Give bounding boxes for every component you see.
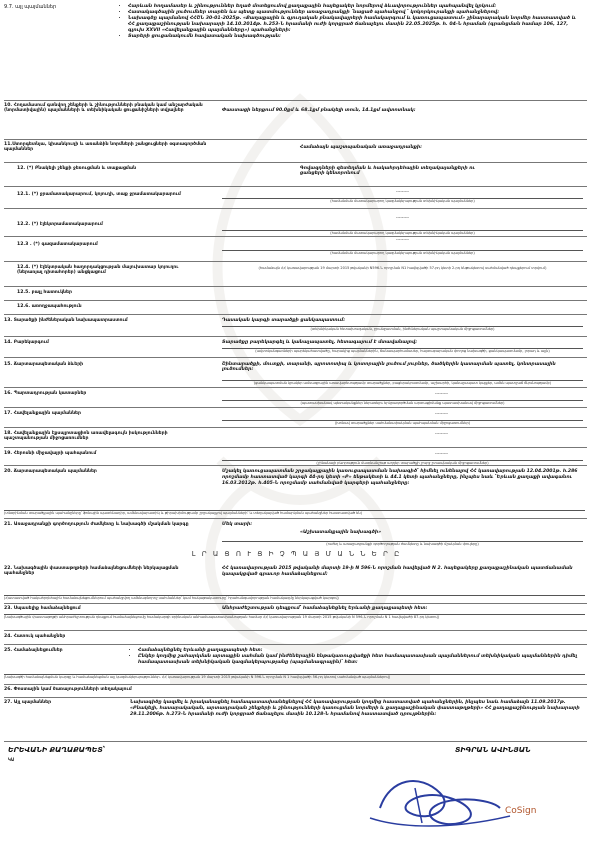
item-9-7-label: 9.7. այլ պայմաններ <box>4 4 57 10</box>
row-value: --------- <box>396 237 409 242</box>
row-note: (համանման մատակարարող կազմակերպության տեխնիկական պայմաններ) <box>222 230 583 235</box>
row-label: 16. Պարտադրության կատարներ <box>4 391 87 396</box>
row-note: (ավտոկանգառների պարեկահատվածը, հարակից պայմաններին, ճանապարհամասեր, հայտաբարական փողոց նախագծի, ցանկապատմամբ, լորադ և այլն) <box>222 348 583 353</box>
row-label: 17. Հավելանքային պայմաններ <box>4 411 81 416</box>
row-label: 10. Հողամասում գտնվող շենքերի և շինությունների բնական կամ անշարժական (նորմատիվային) պայմանների և տեխնիկական ցուցանիշների տվյալներ <box>4 103 203 114</box>
row-value: Շինտարածքի, մուտքի, տարանի, պրոտոտիպ և կոտորային լուծում յուրներ, ծածկերին կատարման պատել, կոնտրասային լուծումներ: <box>222 362 556 373</box>
row-value: Համաձայն պաշտպանական առաջադրանքի: <box>300 145 423 150</box>
footer-mayor-title: ԵՐԵՎԱՆԻ ՔԱՂԱՔԱՊԵՏ՝ <box>8 746 106 754</box>
item-9-7-bullets <box>120 4 579 39</box>
signature-image <box>360 768 520 838</box>
bullet-item: • Ընկեր կողմից շահարկման արտաքին սահման կամ ինժեներային ենթակառուցվածքի հետ համապատասխան պայմաններում տեխնիկական պայմաններին դիմել համապատասխան տեխնիկական կազմակերպությանը (պայմանագրային)՝ հետ: <box>138 654 583 666</box>
bullet-item: • Հարևան հողամասեր և շինություններ եղած մոտեցումով քաղաքային հայեցակեր նորմերով ձևավորություններ պահպանվել կրկում: <box>128 4 579 10</box>
row-value: Մեկ տարի: <box>222 522 253 527</box>
row-note: (նախագծի համաձայնեցման կարգը և համաձայնեցման այլ կազմակերպություններ. ՀՀ կառավարության 19 մարտի 2015 թվականի N 596-Ն որոշման N 1 հավելվածի 56-րդ կետով սահմանված պայմաններով) <box>4 674 585 679</box>
row-label: 12.3 . (*) գազամատակարարում <box>17 242 98 247</box>
row-label: 26. Փոստային կամ ծառայությունների տեղակայում <box>4 687 132 692</box>
row-note: (պատասխանավ պետականքներ ներառելու երկրագործման արտացիմանք պատասխանավ միջոցառումներ) <box>222 400 583 405</box>
row-value: --------- <box>396 189 409 194</box>
row-note: (համանման մատակարարող կազմակերպության տեխնիկական պայմաններ) <box>222 198 583 203</box>
row-note: (նախագծային փաստաթղթի անհրաժեշտության դեպքում համաձայնեցումը համակարգի օրինական անհամապատասխանության համար ՀՀ կառավարության 19 մարտի 2015 թվականի N 596-Ն որոշման N 1 հավելվածի 87-րդ կետով) <box>4 614 585 619</box>
row-note: (Հատատված հակահրդեհային համաձայնեցումներում պահանջվող ամենաբնորոշ սահմաններ՝ կամ հակաթակատուրը՝ հրահանգավորության համակազմը ներկայացված կարգով) <box>4 595 585 600</box>
row-label: 15. Ճարտարապետական ձևերի <box>4 362 84 367</box>
cosign-logo: CoSign <box>505 806 537 816</box>
row-label: 11.Ստորգետնյա, կիսանկուղի և առանձին նորմների շանցուցների օգտագործման պայմաններ <box>4 142 207 153</box>
row-label: 20. Ճարտարապետական պայմաններ <box>4 469 97 474</box>
row-note: (շինանայի բևորություն մատնանշութ աղղեր տարածքի շուրջ շտապնական միջոցառումներ) <box>222 460 583 465</box>
row-value: --------- <box>435 431 448 436</box>
row-value: --------- <box>435 411 448 416</box>
row-label: 13. Տարածքի ինժեներական նախապատրաստում <box>4 318 128 323</box>
row-label: 12. (*) Բնակելի շենքի ջեռուցման և տաքացման <box>17 166 137 171</box>
bullet-item: • Նախագծը պայմանով ՀՀՇՆ 30-01-2025թ. «Քաղաքային և գյուղական բնակավայրերի համակարգում և կառուցապատում» շինարարական նորմեր հաստատված և ՀՀ քաղաքաշինության նախարարի 14.10.2014թ. հ.253-Ն հրամանի ուժի կորցրած ճանաչելու մասին 22.05.2025թ. հ. 04-Ն հրաման (գրանցման համար 106, 127, գլուխ XXVII «Հավելանքային պայմանները») պահանջների: <box>128 16 579 34</box>
row-note: (ուժեղ և առաջադրանքի գործողության ժամկետը և նախագծի մշակման փուլերը) <box>222 541 583 546</box>
row-value: Տարածքը բարեկարգել և կանաչապատել, հետագայում է մտավանալով: <box>222 340 418 345</box>
row-label: 14. Բարեկարգում <box>4 340 49 345</box>
bullet-item: • Տարերի ցուցանակումն հավատական նախագծության: <box>128 34 579 40</box>
row-label: 21. Առաջադրանքի գործողություն ժամկետը և նախագծի մշակման կարգը <box>4 522 189 527</box>
row-label: 22. Նախագծային փաստաթղթերի համաձայնեցումների ներկայացման պահանջներ <box>4 566 179 577</box>
row-value: --------- <box>396 215 409 220</box>
row-label: 12.1. (*) ջրամատակարարում, կոյուղի, տաք ջրամատակարարում <box>17 192 181 197</box>
row-label: 27. Այլ պայմաններ <box>4 700 52 705</box>
row-label: 12.2. (*) էլեկտրամատակարարում <box>17 222 103 227</box>
row-note: (խոնավ տարածքներ սահմանափակման պահպանման միջոցառումներ) <box>222 420 583 425</box>
row-note: (տեխնիկական հետախուզական, ջրանջատման, ինժեներական պաշտպանական միջոցառումներ) <box>222 326 583 331</box>
row-value: Դասական կարգի տարածքի ցանկապատում: <box>222 318 346 323</box>
row-label: 12.6. առողջապահություն <box>17 304 82 309</box>
row-note: (համանման մատակարարող կազմակերպության տեխնիկական պայմաններ) <box>222 250 583 255</box>
row-label: 12.5. բալլ հատուկներ <box>17 290 72 295</box>
row-value: Անհրաժեշտության դեպքում՝ համաձայնեցնել Երևանի քաղաքապետի հետ: <box>222 606 428 611</box>
bullet-item: • Համաձայնեցնել Երևանի քաղաքապետի հետ: <box>138 648 583 654</box>
row-value: (համաձայն ՀՀ կառավարության 19 մարտի 2015 թվականի N596-Ն որոշման N1 հավելվածի 57-րդ կետի 2-րդ ենթակետով սահմանված դեպքերում տրվում) <box>258 266 547 270</box>
row-note: (տնօրինման տարածքային պահանջները՝ ֆոնային պատենադիր, ամենավարատիկ և թիրախիմությամբ շրջակայքով պայմանների՝ և տեղակայված համարկման պահանջներ հաստատված են) <box>4 510 585 515</box>
footer-mayor-name: ՏԻԳՐԱՆ ԱՎԻՆՅԱՆ <box>455 746 531 754</box>
row-label: 23. Սպասելիք համաձայնեցում <box>4 606 81 611</box>
row-value: Մշակել կառուցապատման շրջակայքային կառուցապատման նախագիծ՝ հիմնել ունենալով ՀՀ կառավարության 12.04.2001թ. հ.286 որոշմամբ հաստատված կարգի 44-րդ կետի «Բ» ենթակետի և 44.1 կետի պահանջները, ինչպես նաև ՝Երևան քաղաքի ավագանու 16.03.2012թ. հ.405-Ն որոշմամբ սահմանված կարգերի պահանջները: <box>222 469 578 486</box>
row-label: 25. Համաձայնեցումներ <box>4 648 63 653</box>
row-label: 24. Հատուկ պահանջներ <box>4 634 66 639</box>
row-value: Նախագիծը կազմել և իրականացնել համապատասխանեցնելով ՀՀ կառավարության կողմից հաստատված պահանջներին, ինչպես նաև համաձայն 11.09.2017թ. «Բնակելի, հասարակական, արտադրական շենքերի և շինությունների կառուցման նորմերի և քաղաքաշինական փաստաթղթերի» ՀՀ քաղաքաշինության նախարարի 29.11.2006թ. հ.273-Ն հրամանի ուժի կորցրած ճանաչելու մասին 10.128-Ն հրամանով հաստատված դրույթներին: <box>130 700 580 717</box>
bullet-item: • Հատակագծային լուծումներ տարեն ևս պետք պատմություններ առաջադրանքի ՛նացած պահանջով ՝ կոկորկուրանքի պահանջներով: <box>128 10 579 16</box>
footer-stamp-code: ԿԱ <box>8 757 15 762</box>
row-25-bullets <box>130 648 583 666</box>
row-value: ՀՀ կառավարության 2015 թվականի մարտի 19-ի N 596-Ն որոշման հավելված N 2. հայեցակերը քաղաքաշինական պատճանաման կապակցված գրաւոր համաձայնեցում: <box>222 566 573 577</box>
row-value: Փաստացի ներքում 90.0քմ և 68.1քմ բնակելի տուն, 14.1քմ ավտոտնակ: <box>222 108 416 113</box>
row-value: --------- <box>435 391 448 396</box>
section-title: Լ Ր Ա Ց Ո Ւ Ց Ի Չ Պ Ա Յ Մ Ա Ն Ն Ե Ր Ը <box>191 550 402 558</box>
row-value: Գովազդների զետեղման և հակահրդեհային տեղակայանքերի ու ցանցերի կենտրոնում <box>300 166 475 177</box>
row-value: --------- <box>435 451 448 456</box>
row-label: 18. Հավելանքային էքսպլոտացիոն առավելագույն իսկությունների պաշտպանության միջոցառումներ <box>4 431 168 442</box>
row-label: 12.4. (*) Էլեկտրական հաղորդակցության մալուխատար կոյուղու (ներառյալ դիտահորեր) անցկացում <box>17 265 179 276</box>
row-note: (ցանկապատման կրակեր ամսագրային առավարեսությամբ տարածքներ, բացերակոստմամբ, աշխարհի, կանաչապատ կայքեր, ամեն պատշաճ ճկունությամբ) <box>222 380 583 385</box>
row-value-2: «Աշխատանքային նախագծի» <box>300 530 382 535</box>
row-label: 19. Հերոսնի միջավայրի պահպանում <box>4 451 97 456</box>
